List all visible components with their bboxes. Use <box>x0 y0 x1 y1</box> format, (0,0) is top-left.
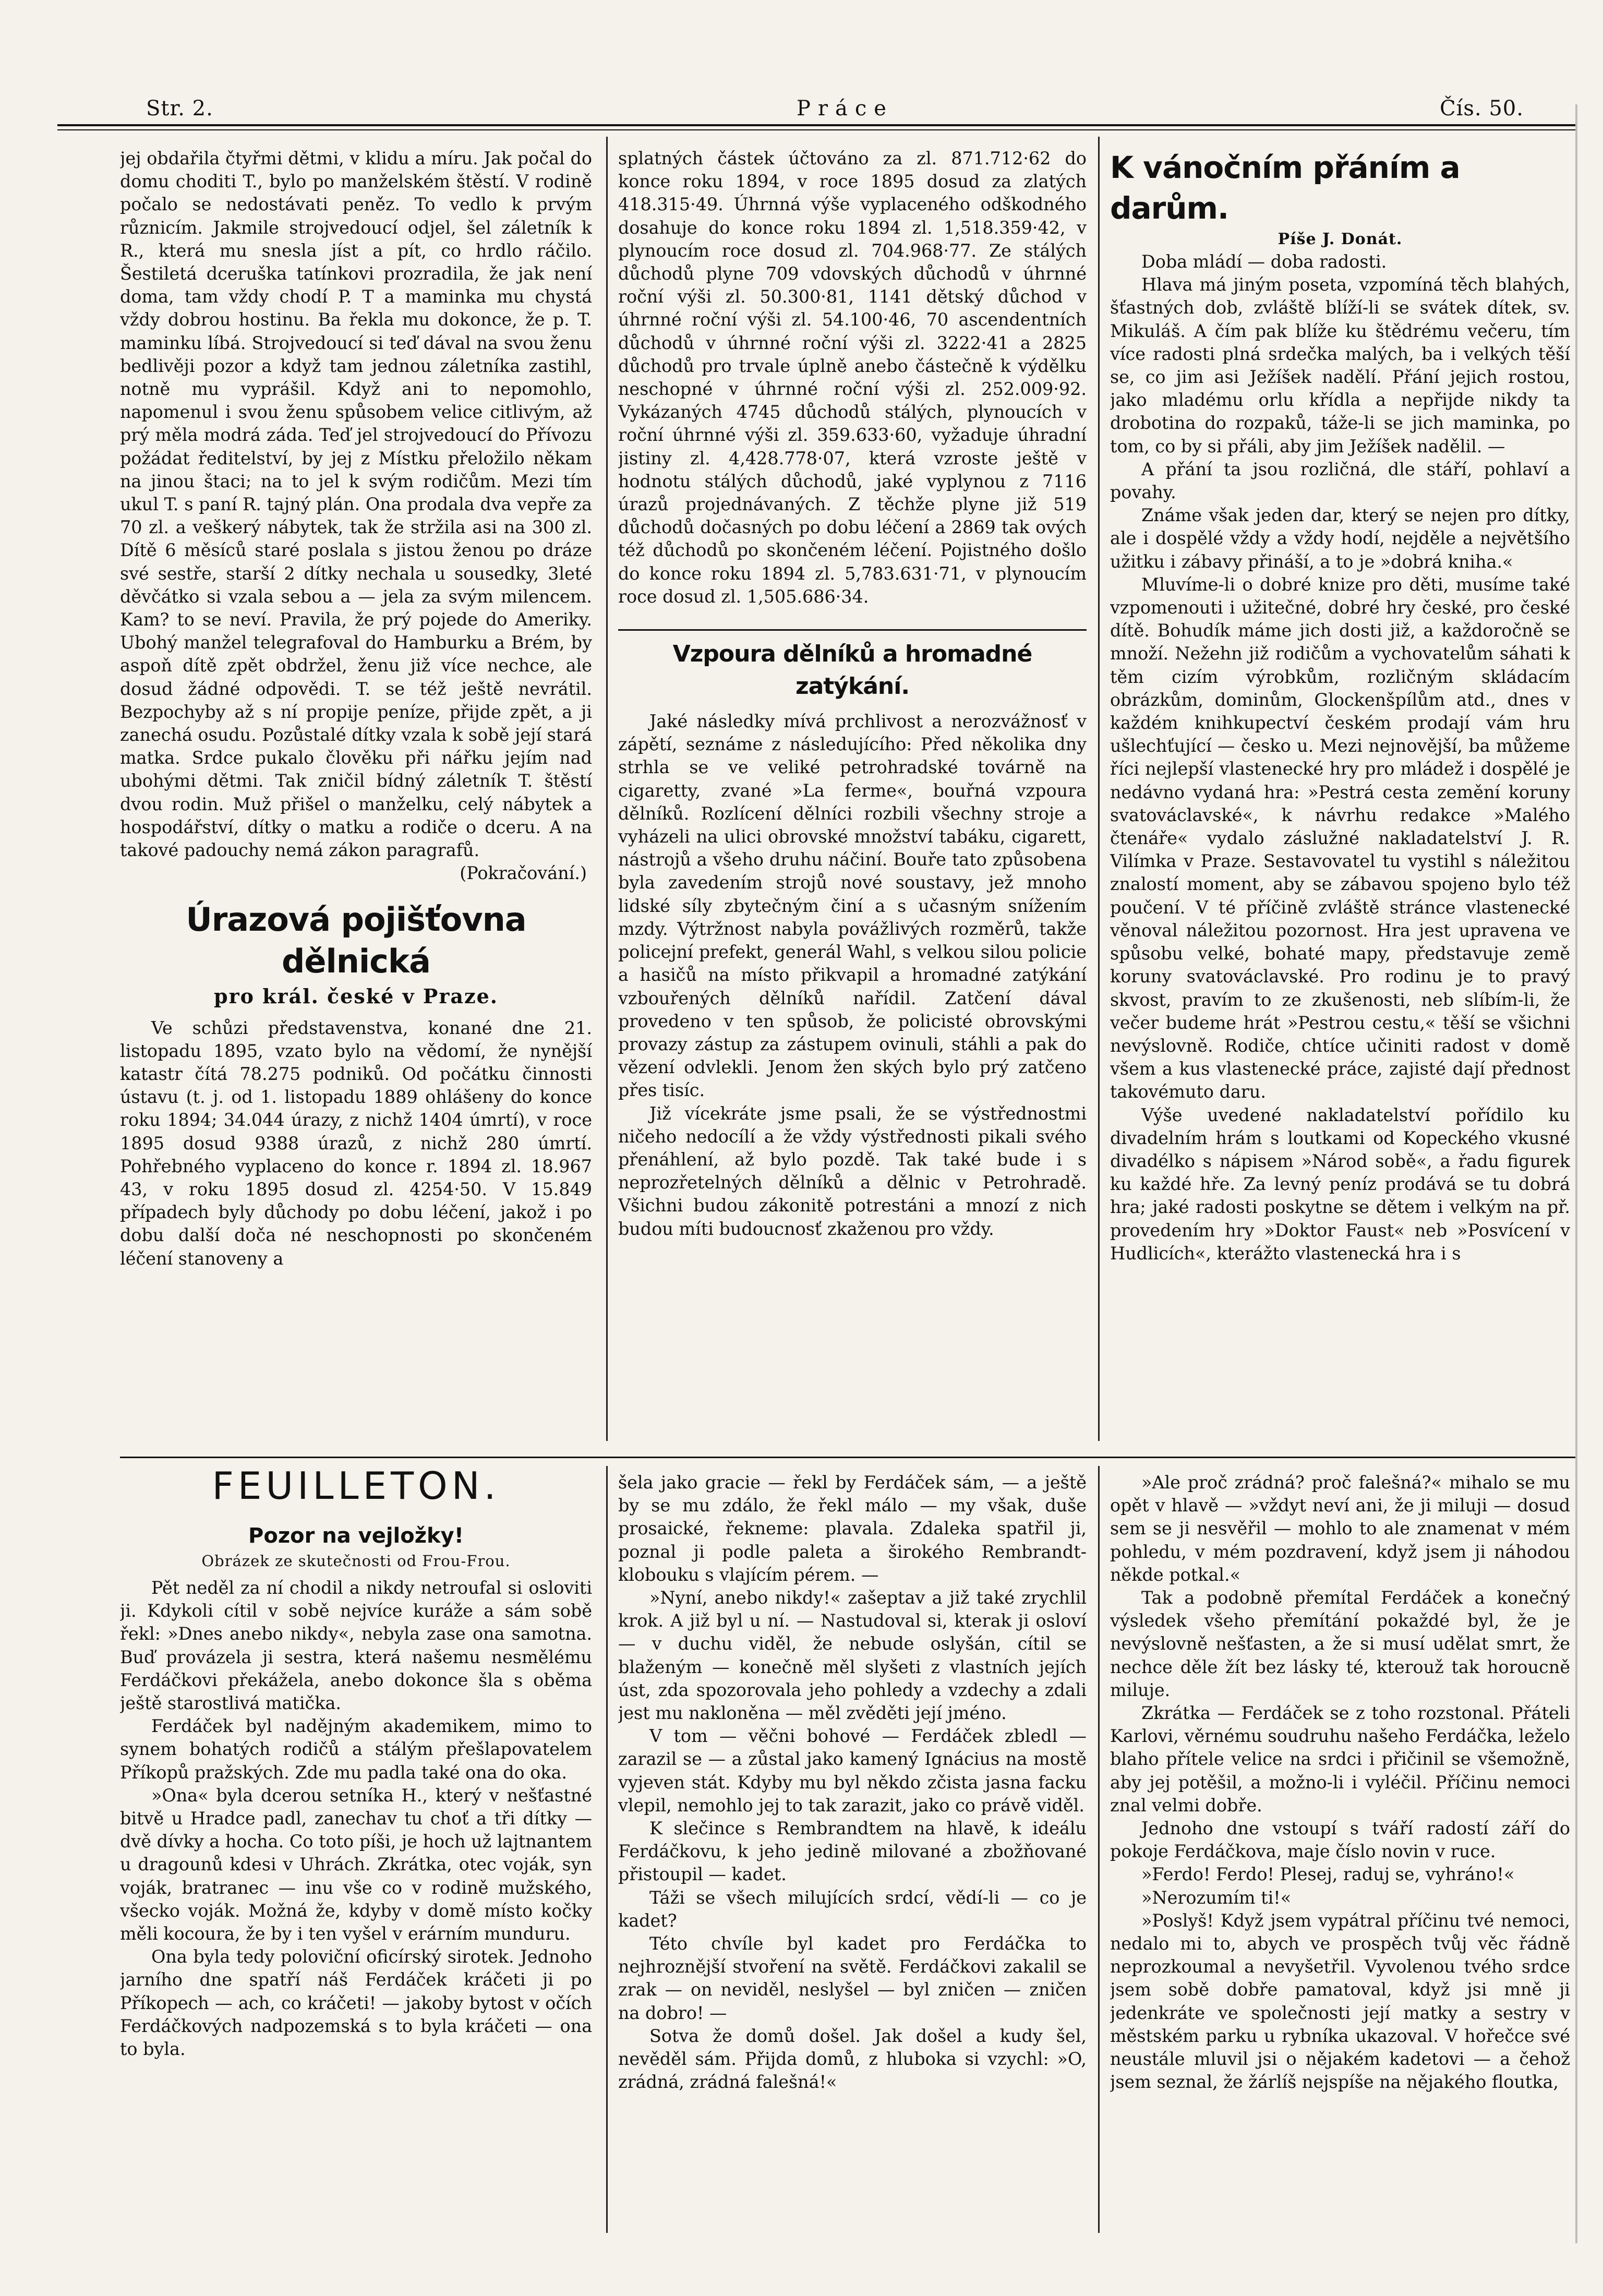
feuilleton-paragraph: »Ona« byla dcerou setníka H., který v nešťastné bitvě u Hradce padl, zanechav tu choť a tři dítky — dvě dívky a hocha. Co toto píši, je hoch už lajtnantem u dragounů kdesi v Uhrách. Zkrátka, otec voják, syn voják, bratranec — inu vše co v rodině mužského, všecko voják. Možná že, kdyby v domě místo kočky měli kocoura, že by i ten vyšel v erárním munduru. <box>120 1785 592 1944</box>
header-rule-thin <box>57 129 1575 130</box>
xmas-headline: K vánočním přáním a darům. <box>1110 150 1460 226</box>
feuilleton-paragraph: Sotva že domů došel. Jak došel a kudy šel, nevěděl sám. Přijda domů, z hluboka si vzychl: »O, zrádná, zrádná falešná!« <box>618 2025 1087 2093</box>
insurance-continuation: splatných částek účtováno za zl. 871.712·62 do konce roku 1894, v roce 1895 dosud za zlatých 418.315·49. Úhrnná výše vyplaceného odškodného dosahuje do konce roku 1894 zl. 1,518.359·42, v plynoucím roce dosud zl. 704.968·77. Ze stálých důchodů plyne 709 vdovských důchodů v úhrnné roční výši zl. 50.300·81, 1141 dětský důchod v úhrnné roční výši zl. 54.100·46, 70 ascendentních důchodů v úhrnné roční výši zl. 3222·41 a 2825 důchodů pro trvale úplně anebo částečně k výdělku neschopné v úhrnné roční výši zl. 252.009·92. Vykázaných 4745 důchodů stálých, plynoucích v roční úhrnné výši zl. 359.633·60, vyžaduje úhradní jistiny zl. 4,428.778·07, která vzroste ještě v hodnotu stálých důchodů, jaké vyplynou z 7116 úrazů projednávaných. Z těchže plyne již 519 důchodů dočasných po dobu léčení a 2869 tak ových též důchodů po skončeném léčení. Pojistného došlo do konce roku 1894 zl. 5,783.631·71, v plynoucím roce dosud zl. 1,505.686·34. <box>618 148 1087 607</box>
xmas-paragraph: Hlava má jiným poseta, vzpomíná těch blahých, šťastných dob, zvláště blíží-li se svátek dítek, sv. Mikuláš. A čím pak blíže ku štědrému večeru, tím více radosti plná srdečka malých, ba i velkých těší se, co jim asi Ježíšek nadělí. Přání jejich rostou, jako mladému orlu křídla a nepřijde nikdy ta drobotina do rozpaků, táže-li se jich maminka, po tom, co by si přáli, aby jim Ježíšek nadělil. — <box>1110 274 1570 456</box>
masthead-title: Práce <box>797 97 894 121</box>
feuilleton-title: Pozor na vejložky! <box>248 1524 464 1548</box>
feuilleton-paragraph: Této chvíle byl kadet pro Ferdáčka to nejhroznější stvoření na světě. Ferdáčkovi zakalil se zrak — on neviděl, neslyšel — byl zničen — zničen na dobro! — <box>618 1933 1087 2023</box>
feuilleton-rule <box>120 1457 1575 1458</box>
column-1 <box>120 147 592 1462</box>
xmas-paragraph: Známe však jeden dar, který se nejen pro dítky, ale i dospělé vždy a vždy hodí, nejděle a největšího užitku i zábavy přináší, a to je »dobrá kniha.« <box>1110 505 1570 572</box>
feuilleton-paragraph: »Nerozumím ti!« <box>1141 1887 1292 1908</box>
feuilleton-subtitle: Obrázek ze skutečnosti od Frou-Frou. <box>201 1552 511 1570</box>
column-2 <box>618 147 1087 1436</box>
feuilleton-paragraph: V tom — věčni bohové — Ferdáček zbledl — zarazil se — a zůstal jako kamený Ignácius na mostě vyjeven stát. Kdyby mu byl někdo zčista jasna facku vlepil, nemohlo jej to tak zarazit, jako co právě viděl. <box>618 1726 1087 1816</box>
insurance-subheadline: pro král. české v Praze. <box>214 984 498 1008</box>
feuilleton-paragraph: »Ferdo! Ferdo! Plesej, raduj se, vyhráno!« <box>1141 1864 1515 1885</box>
issue-number: Čís. 50. <box>1440 97 1524 121</box>
xmas-byline: Píše J. Donát. <box>1277 230 1403 248</box>
column-divider <box>606 1466 608 2233</box>
xmas-paragraph: Výše uvedené nakladatelství pořídilo ku divadelním hrám s loutkami od Kopeckého vkusné divadélko s nápisem »Národ sobě«, a řadu figurek ku každé hře. Za levný peníz prodává se tu dobrá hra; jaké radosti poskytne se dětem i velkým na př. provedením hry »Doktor Faust« neb »Posvícení v Hudlicích«, kterážto vlastenecká hra i s <box>1110 1104 1570 1264</box>
column-3 <box>1110 147 1570 1436</box>
feuilleton-paragraph: Jednoho dne vstoupí s tváří radostí září do pokoje Ferdáčkova, maje číslo novin v ruce. <box>1110 1818 1570 1862</box>
feuilleton-paragraph: K slečince s Rembrandtem na hlavě, k ideálu Ferdáčkovu, k jeho jedině milované a zbožňované přistoupil — kadet. <box>618 1818 1087 1885</box>
xmas-paragraph: A přání ta jsou rozličná, dle stáří, pohlaví a povahy. <box>1110 459 1570 503</box>
feuilleton-paragraph: šela jako gracie — řekl by Ferdáček sám, — a ještě by se mu zdálo, že řekl málo — my však, duše prosaické, řekneme: plavala. Zdaleka spatřil ji, poznal ji podle paleta a širokého Rembrandt-klobouku s vlajícím pérem. — <box>618 1472 1087 1585</box>
feuilleton-paragraph: »Poslyš! Když jsem vypátral příčinu tvé nemoci, nedalo mi to, abych ve prospěch tvůj věc řádně neprozkoumal a nevyšetřil. Vyvolenou tvého srdce jsem sobě dobře pamatoval, když jsi mně ji jedenkráte ve společnosti její matky a sestry v městském parku u rybníka ukazoval. V hořečce své neustále mluvil jsi o nějakém kadetovi — a čehož jsem seznal, že žárlíš nejspíše na nějakého floutka, <box>1110 1910 1570 2093</box>
scan-edge <box>1575 104 1577 2243</box>
xmas-paragraph: Mluvíme-li o dobré knize pro děti, musíme také vzpomenouti i užitečné, dobré hry české, pro české dítě. Bohudík máme jich dosti již, a každoročně se množí. Nežehn již rodičům a vychovatelům sáhati k těm cizím výrobkům, rozličným skládacím obrázkům, dominům, Glockenšpílům atd., dnes v každém knihkupectví českém prodají vám hru ušlechťující — česko u. Mezi nejnovější, ba můžeme říci nejlepší vlastenecké hry pro mládež i dospělé je nedávno vydaná hra: »Pestrá cesta zemění koruny svatováclavské«, k návrhu redakce »Malého čtenáře« vydalo záslužné nakladatelství J. R. Vilímka v Praze. Sestavovatel tu vystihl s náležitou znalostí moment, aby se zábavou spojeno bylo též poučení. V té příčině zvláště stránce vlastenecké věnoval náležitou pozornost. Hra jest upravena ve spůsobu velké, bohaté mapy, představuje země koruny svatováclavské. Pro rodinu je to pravý skvost, pravím to ze zkušenosti, neb slíbím-li, že večer budeme hrát »Pestrou cestu,« těší se všichni nevýslovně. Rodiče, chtíce učiniti radost v domě všem a kus vlastenecké práce, zajisté dají přednost takovémuto daru. <box>1110 574 1570 1102</box>
page-number: Str. 2. <box>146 97 213 121</box>
feuilleton-column-2 <box>618 1471 1087 2233</box>
header-rule <box>57 124 1575 126</box>
insurance-article: Ve schůzi představenstva, konané dne 21. listopadu 1895, vzato bylo na vědomí, že nynější katastr čítá 78.275 podniků. Od počátku činnosti ústavu (t. j. od 1. listopadu 1889 ohlášeny do konce roku 1894; 34.044 úrazy, z nichž 1404 úmrtí), v roce 1895 dosud 9388 úrazů, z nichž 280 úmrtí. Pohřebného vyplaceno do konce r. 1894 zl. 18.967 43, v roku 1895 dosud zl. 4254·50. V 15.849 případech byly důchody po dobu léčení, jakož i po dobu další doča né neschopnosti po skončeném léčení stanoveny a <box>120 1017 592 1269</box>
xmas-paragraph: Doba mládí — doba radosti. <box>1141 251 1387 272</box>
feuilleton-column-3 <box>1110 1471 1570 2233</box>
column-divider <box>1098 1466 1100 2233</box>
continuation-note: (Pokračování.) <box>460 863 587 884</box>
feuilleton-paragraph: Zkrátka — Ferdáček se z toho rozstonal. Přáteli Karlovi, věrnému soudruhu našeho Ferdáčka, leželo blaho přítele velice na srdci i přičinil se všemožně, aby jej potěšil, a možno-li i vyléčil. Příčinu nemoci znal velmi dobře. <box>1110 1703 1570 1816</box>
revolt-headline: Vzpoura dělníků a hromadné zatýkání. <box>618 629 1087 703</box>
feuilleton-paragraph: Ona byla tedy poloviční oficírský sirotek. Jednoho jarního dne spatří náš Ferdáček kráčeti ji po Příkopech — ach, co kráčeti! — jakoby bytost v očích Ferdáčkových nadpozemská s to byla kráčeti — ona to byla. <box>120 1946 592 2060</box>
feuilleton-paragraph: »Nyní, anebo nikdy!« zašeptav a již také zrychlil krok. A již byl u ní. — Nastudoval si, kterak ji osloví — v duchu viděl, že nebude oslyšán, cítil se blaženým — konečně měl slyšeti z vlastních jejích úst, zda spozorovala jeho pohledy a vzdechy a zdali jest mu nakloněna — měl zvěděti její jméno. <box>618 1588 1087 1724</box>
revolt-article-2: Již vícekráte jsme psali, že se výstřednostmi ničeho nedocílí a že vždy výstřednosti pikali svého přenáhlení, až bylo pozdě. Tak také bude i s neprozřetelných dělníků a dělnic v Petrohradě. Všichni budou zákonitě potrestáni a mnozí z nich budou míti budoucnosť zkaženou pro vždy. <box>618 1103 1087 1239</box>
column-divider <box>606 137 608 1441</box>
feuilleton-paragraph: Táži se všech milujících srdcí, vědí-li — co je kadet? <box>618 1887 1087 1931</box>
insurance-headline: Úrazová pojišťovna dělnická <box>186 900 526 980</box>
feuilleton-paragraph: Pět neděl za ní chodil a nikdy netroufal si osloviti ji. Kdykoli cítil v sobě nejvíce kuráže a sám sobě řekl: »Dnes anebo nikdy«, nebyla zase ona samotna. Buď provázela ji sestra, která našemu nesmělému Ferdáčkovi překážela, anebo dokonce šla s oběma ještě starostlivá matička. <box>120 1578 592 1714</box>
feuilleton-paragraph: Ferdáček byl nadějným akademikem, mimo to synem bohatých rodičů a stálým přešlapovatelem Příkopů pražských. Zde mu padla také ona do oka. <box>120 1716 592 1783</box>
feuilleton-paragraph: »Ale proč zrádná? proč falešná?« mihalo se mu opět v hlavě — »vždyt neví ani, že ji miluji — dosud sem se ji nesvěřil — mohlo to ale znamenat v mém pohledu, v mém pozdravení, když jsem ji náhodou někde potkal.« <box>1110 1472 1570 1585</box>
feuilleton-heading: FEUILLETON. <box>212 1464 500 1508</box>
article-continuation: jej obdařila čtyřmi dětmi, v klidu a míru. Jak počal do domu choditi T., bylo po manželském štěstí. V rodině počalo se nedostávati peněz. To vedlo k prvým různicím. Jakmile strojvedoucí odjel, šel záletník k R., která mu snesla jíst a pít, co hrdlo ráčilo. Šestiletá dceruška tatínkovi prozradila, že jak není doma, tam vždy chodí P. T a maminka mu chystá vždy dobrou hostinu. Ba řekla mu dokonce, že p. T. maminku líbá. Strojvedoucí si teď dával na svou ženu bedlivěji pozor a když tam jednou záletníka zastihl, notně mu vyprášil. Když ani to nepomohlo, napomenul i svou ženu spůsobem velice citlivým, až prý měla modrá záda. Teď jel strojvedoucí do Přívozu požádat ředitelství, by jej z Místku přeložilo někam na jinou štaci; na to jel k svým rodičům. Mezi tím ukul T. s paní R. tajný plán. Ona prodala dva vepře za 70 zl. a veškerý nábytek, tak že stržila asi na 300 zl. Dítě 6 měsíců staré poslala s jistou ženou po dráze své sestře, starší 2 dítky nechala u sousedky, 3leté děvčátko si vzala sebou a — jela za svým milencem. Kam? to se neví. Pravila, že prý pojede do Ameriky. Ubohý manžel telegrafoval do Hamburku a Brém, by aspoň dítě zpět obdržel, ženu již více nechce, ale dosud žádné odpovědi. T. se též ještě nevrátil. Bezpochyby až s ní propije peníze, přijde zpět, a ji zanechá osudu. Pozůstalé dítky vzala k sobě její stará matka. Srdce pukalo člověku při nářku jejím nad ubohými dětmi. Tak zničil bídný záletník T. štěstí dvou rodin. Muž přišel o manželku, celý nábytek a hospodářství, dítky o matku a rodiče o dceru. A na takové padouchy nemá zákon paragrafů. <box>120 148 592 861</box>
column-divider <box>1098 137 1100 1441</box>
feuilleton-column-1 <box>120 1461 592 2233</box>
revolt-article: Jaké následky mívá prchlivost a nerozvážnosť v zápětí, seznáme z následujícího: Před několika dny strhla se ve veliké petrohradské továrně na cigaretty, zvané »La ferme«, bouřná vzpoura dělníků. Rozlícení dělníci rozbili všechny stroje a vyházeli na ulici obrovské množství tabáku, cigarett, nástrojů a všeho druhu náčiní. Bouře tato způsobena byla zavedením strojů nové soustavy, jež mnoho lidské síly zbytečným činí a s učasným snížením mzdy. Výtržnost nabyla povážlivých rozměrů, takže policejní prefekt, generál Wahl, s velkou silou policie a hasičů na místo přikvapil a hromadné zatýkání vzbouřených dělníků nařídil. Zatčení dával provedeno v ten spůsob, že policisté obrovskými provazy zástup za zástupem ovinuli, stáhli a pak do vězení odvlekli. Jenom žen ských bylo prý zatčeno přes tisíc. <box>618 711 1087 1101</box>
feuilleton-paragraph: Tak a podobně přemítal Ferdáček a konečný výsledek všeho přemítání pokaždé byl, že je nevýslovně nešťasten, a že si musí udělat smrt, že nechce děle žít bez lásky té, kterouž tak horoucně miluje. <box>1110 1588 1570 1700</box>
